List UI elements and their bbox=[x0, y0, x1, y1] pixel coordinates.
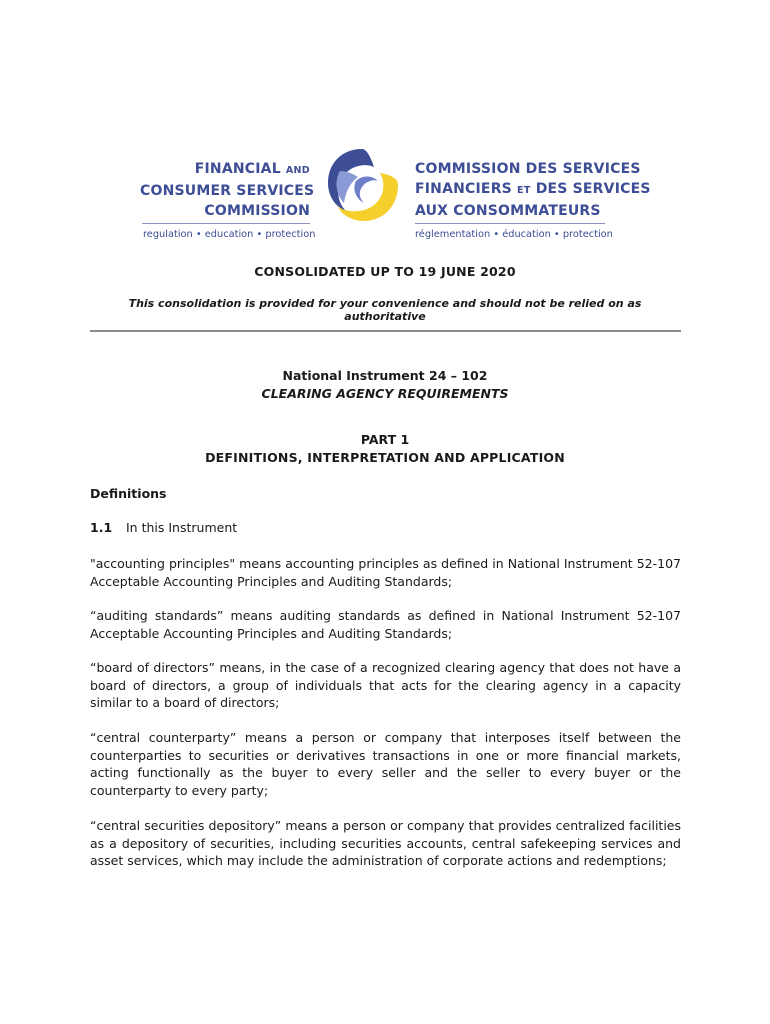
logo-fr-line-3: AUX CONSOMMATEURS bbox=[415, 203, 601, 219]
section-intro: In this Instrument bbox=[126, 520, 238, 535]
logo-french-name bbox=[415, 159, 651, 221]
logo-en-line-3: COMMISSION bbox=[204, 203, 310, 219]
logo-tagline-en: regulation • education • protection bbox=[143, 229, 316, 240]
logo-fr-line-1: COMMISSION DES SERVICES bbox=[415, 161, 641, 177]
definition-central-counterparty: “central counterparty” means a person or company that interposes itself between the counterparties to securities or derivatives transactions in one or more financial markets, acting functionally as the buyer to every seller and the seller to every buyer or the counterparty to every party; bbox=[90, 730, 681, 798]
part-title: DEFINITIONS, INTERPRETATION AND APPLICATION bbox=[205, 450, 565, 465]
definition-auditing-standards: “auditing standards” means auditing standards as defined in National Instrument 52-107 Acceptable Accounting Principles and Auditing Standards; bbox=[90, 608, 681, 641]
logo-en-line-2: CONSUMER SERVICES bbox=[140, 183, 315, 199]
instrument-number: National Instrument 24 – 102 bbox=[282, 368, 488, 383]
logo-en-and: AND bbox=[285, 165, 310, 176]
section-1-1 bbox=[90, 520, 237, 535]
logo-en-line-1: FINANCIAL bbox=[194, 161, 281, 177]
definition-accounting-principles: "accounting principles" means accounting principles as defined in National Instrument 52-107 Acceptable Accounting Principles and Auditing Standards; bbox=[90, 556, 681, 589]
section-number: 1.1 bbox=[90, 520, 113, 535]
logo-divider-right bbox=[415, 223, 605, 224]
consolidation-date: CONSOLIDATED UP TO 19 JUNE 2020 bbox=[254, 264, 516, 279]
consolidation-disclaimer: This consolidation is provided for your convenience and should not be relied on as authoritative bbox=[128, 297, 642, 323]
part-label: PART 1 bbox=[360, 432, 410, 447]
logo-fr-line-2b: DES SERVICES bbox=[535, 181, 651, 197]
logo-divider-left bbox=[142, 223, 310, 224]
logo-tagline-fr: réglementation • éducation • protection bbox=[415, 229, 613, 240]
logo-fr-et: ET bbox=[517, 185, 531, 196]
instrument-title: CLEARING AGENCY REQUIREMENTS bbox=[261, 386, 509, 401]
logo-english-name bbox=[140, 159, 315, 221]
header-divider bbox=[90, 330, 681, 332]
definition-central-securities-depository: “central securities depository” means a person or company that provides centralized facilities as a depository of securities, including securities accounts, central safekeeping services and asset services, which may include the administration of corporate actions and redemptions; bbox=[90, 818, 681, 868]
fcnb-logo bbox=[140, 145, 651, 245]
logo-fr-line-2a: FINANCIERS bbox=[415, 181, 512, 197]
definition-board-of-directors: “board of directors” means, in the case of a recognized clearing agency that does not have a board of directors, a group of individuals that acts for the clearing agency in a capacity similar to a board of directors; bbox=[90, 660, 681, 710]
swirl-emblem-icon bbox=[322, 145, 402, 225]
section-heading: Definitions bbox=[90, 486, 167, 501]
